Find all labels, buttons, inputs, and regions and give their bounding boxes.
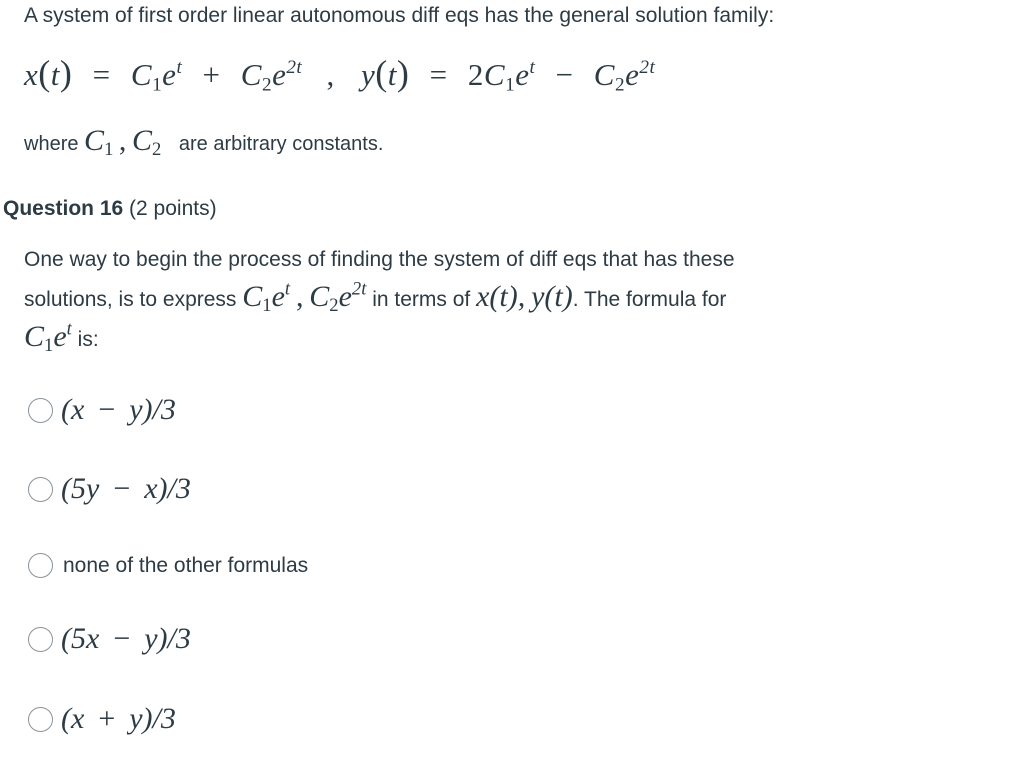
answer-option-label[interactable] <box>61 472 191 506</box>
question-points: (2 points) <box>129 197 217 220</box>
option-term-a: (x <box>61 702 85 735</box>
question-text-fragment: is: <box>77 328 99 351</box>
t-variable: t <box>50 57 60 92</box>
answer-option-2[interactable] <box>28 472 191 506</box>
radio-button-icon[interactable] <box>28 477 53 502</box>
y-function-label: y <box>361 57 376 92</box>
exp-t: t <box>66 318 72 340</box>
question-text-fragment: in terms of <box>372 288 471 311</box>
answer-option-label[interactable] <box>61 702 176 736</box>
exp-2t: 2t <box>286 57 303 79</box>
question-header <box>3 197 217 221</box>
radio-button-icon[interactable] <box>28 398 53 423</box>
c1-constant: C <box>242 280 263 313</box>
c1-constant: C <box>24 320 45 353</box>
c2-constant: C <box>593 57 615 92</box>
plus-sign: + <box>202 57 221 92</box>
question-line-2 <box>24 278 924 318</box>
option-operator: − <box>98 393 116 426</box>
c2-subscript: 2 <box>614 74 626 96</box>
answer-option-4[interactable] <box>28 622 191 656</box>
where-prefix: where <box>24 133 79 155</box>
exp-base: e <box>53 320 67 353</box>
coefficient-two: 2 <box>467 57 484 92</box>
t-variable: t <box>387 57 397 92</box>
radio-button-icon[interactable] <box>28 707 53 732</box>
c2-subscript: 2 <box>261 74 273 96</box>
y-of-t: y(t) <box>531 280 573 313</box>
option-operator: + <box>98 702 116 735</box>
option-term-b: y)/3 <box>129 702 176 735</box>
answer-option-label[interactable] <box>61 622 191 656</box>
question-line-3 <box>24 318 924 358</box>
general-solution-equation: $x(t) = C_1e^t + C_2e^{2t}$ , $y(t) = 2C_1e^t - C_2e^{2t}$ <box>24 53 656 96</box>
exp-base: e <box>272 57 287 92</box>
question-line-1: One way to begin the process of finding the system of diff eqs that has these <box>24 248 735 271</box>
intro-text: A system of first order linear autonomous diff eqs has the general solution family: <box>24 4 775 27</box>
option-term-b: y)/3 <box>144 622 191 655</box>
c2-constant: C <box>309 280 330 313</box>
c1-subscript: 1 <box>262 295 272 317</box>
equals-sign: = <box>429 57 448 92</box>
radio-button-icon[interactable] <box>28 553 53 578</box>
minus-sign: − <box>555 57 574 92</box>
c1-constant: C <box>483 57 506 92</box>
where-suffix: are arbitrary constants. <box>178 133 384 155</box>
exp-base: e <box>162 57 177 92</box>
exp-t: t <box>529 57 536 79</box>
x-of-t: x(t), <box>476 280 526 313</box>
question-text-fragment: solutions, is to express <box>24 288 237 311</box>
answer-option-label[interactable] <box>61 393 176 427</box>
c1-subscript: 1 <box>104 139 114 161</box>
option-term-b: y)/3 <box>129 393 176 426</box>
radio-button-icon[interactable] <box>28 627 53 652</box>
option-term-a: (5x <box>61 622 100 655</box>
option-term-a: (x <box>61 393 85 426</box>
exp-t: t <box>284 278 291 300</box>
c1-subscript: 1 <box>505 74 516 96</box>
c1-constant: C <box>130 57 153 92</box>
question-number: Question 16 <box>3 197 124 220</box>
exp-2t: 2t <box>351 278 367 300</box>
c1-subscript: 1 <box>44 335 54 357</box>
c2-subscript: 2 <box>329 295 339 317</box>
answer-option-3[interactable] <box>28 553 308 578</box>
equation-comma: , <box>326 57 335 92</box>
constants-note <box>24 124 384 161</box>
option-term-b: x)/3 <box>144 472 191 505</box>
c1-subscript: 1 <box>152 74 163 96</box>
answer-option-label[interactable]: none of the other formulas <box>63 553 309 577</box>
equals-sign: = <box>92 57 111 92</box>
x-function-label: x <box>24 57 39 92</box>
exp-base: e <box>625 57 640 92</box>
option-term-a: (5y <box>61 472 100 505</box>
question-comma: , <box>295 280 304 313</box>
exp-base: e <box>271 280 285 313</box>
c1-constant: C <box>84 124 105 157</box>
constants-comma: , <box>118 124 127 157</box>
answer-option-1[interactable] <box>28 393 176 427</box>
exp-base: e <box>338 280 352 313</box>
question-text <box>24 241 924 358</box>
c2-constant: C <box>240 57 262 92</box>
option-operator: − <box>113 622 131 655</box>
exp-2t: 2t <box>639 57 656 79</box>
c2-subscript: 2 <box>152 139 162 161</box>
exp-base: e <box>515 57 530 92</box>
exp-t: t <box>176 57 183 79</box>
c2-constant: C <box>131 124 152 157</box>
question-text-fragment: . The formula for <box>572 288 727 311</box>
option-operator: − <box>113 472 131 505</box>
answer-option-5[interactable] <box>28 702 176 736</box>
